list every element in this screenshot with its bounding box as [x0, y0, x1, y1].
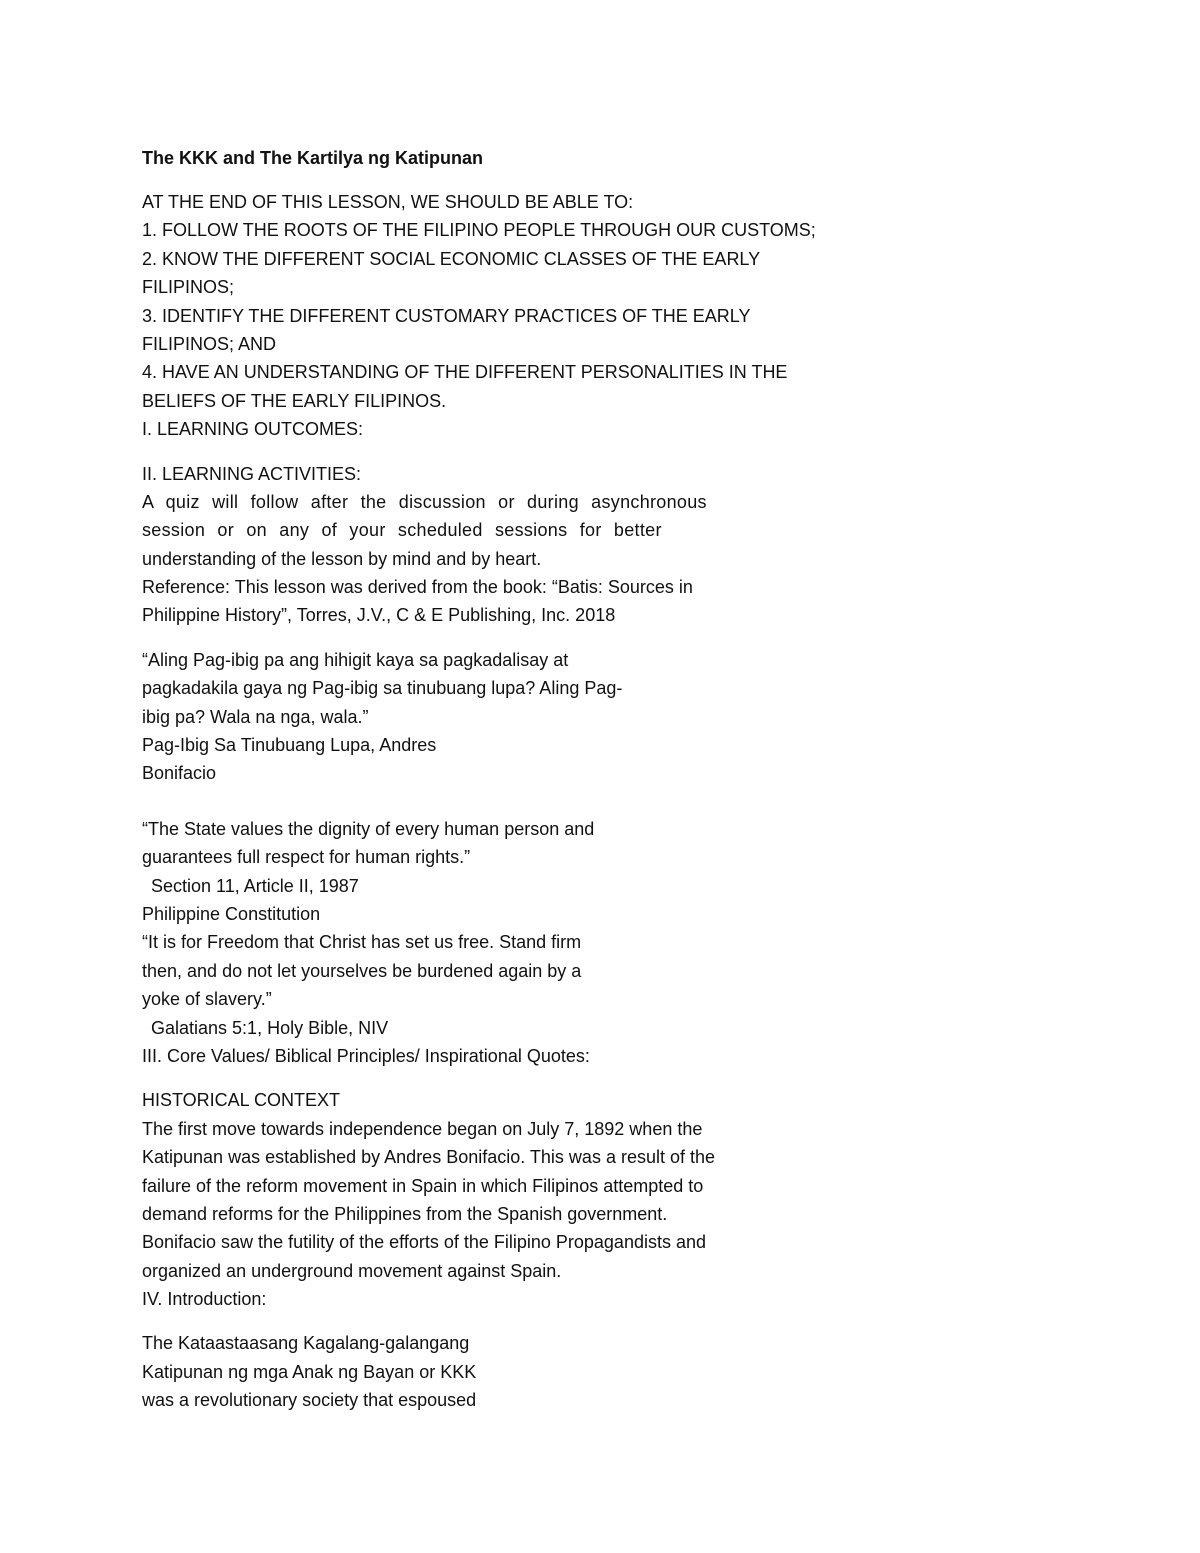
context-line: Bonifacio saw the futility of the efforts of the Filipino Propagandists and	[142, 1232, 706, 1253]
spacer	[142, 788, 1042, 815]
context-line: organized an underground movement against Spain.	[142, 1260, 562, 1281]
introduction-section	[142, 1329, 1042, 1414]
quote-line: pagkadakila gaya ng Pag-ibig sa tinubuang lupa? Aling Pag-	[142, 678, 623, 699]
quote-source: Pag-Ibig Sa Tinubuang Lupa, Andres	[142, 735, 437, 756]
quote-line: guarantees full respect for human rights.”	[142, 847, 471, 868]
quote-line: then, and do not let yourselves be burdened again by a	[142, 960, 582, 981]
objective-line: FILIPINOS; AND	[142, 333, 277, 354]
document-body	[142, 146, 1042, 1415]
objectives-intro: AT THE END OF THIS LESSON, WE SHOULD BE ABLE TO:	[142, 192, 634, 212]
reference-line: Philippine History”, Torres, J.V., C & E Publishing, Inc. 2018	[142, 605, 616, 626]
introduction-line: Katipunan ng mga Anak ng Bayan or KKK	[142, 1361, 477, 1382]
reference-line: Reference: This lesson was derived from the book: “Batis: Sources in	[142, 577, 693, 598]
quote-line: “It is for Freedom that Christ has set us free. Stand firm	[142, 932, 582, 953]
objective-line: 1. FOLLOW THE ROOTS OF THE FILIPINO PEOPLE THROUGH OUR CUSTOMS;	[142, 220, 816, 241]
objective-line: 2. KNOW THE DIFFERENT SOCIAL ECONOMIC CLASSES OF THE EARLY	[142, 248, 761, 269]
activities-line: understanding of the lesson by mind and by heart.	[142, 548, 542, 569]
quote-line: “Aling Pag-ibig pa ang hihigit kaya sa pagkadalisay at	[142, 649, 569, 670]
context-line: demand reforms for the Philippines from the Spanish government.	[142, 1203, 668, 1224]
context-line: failure of the reform movement in Spain in which Filipinos attempted to	[142, 1175, 704, 1196]
learning-activities-section	[142, 460, 1042, 630]
spacer	[142, 1313, 1042, 1329]
objective-line: 4. HAVE AN UNDERSTANDING OF THE DIFFERENT PERSONALITIES IN THE	[142, 362, 788, 383]
activities-line: session or on any of your scheduled sessions for better	[142, 520, 662, 541]
activities-line: A quiz will follow after the discussion or during asynchronous	[142, 491, 707, 512]
objective-line: 3. IDENTIFY THE DIFFERENT CUSTOMARY PRACTICES OF THE EARLY	[142, 305, 751, 326]
spacer	[142, 630, 1042, 646]
context-line: Katipunan was established by Andres Bonifacio. This was a result of the	[142, 1147, 716, 1168]
quote-source: Philippine Constitution	[142, 903, 321, 924]
learning-activities-heading: II. LEARNING ACTIVITIES:	[142, 463, 362, 484]
quote-bonifacio	[142, 646, 1042, 788]
context-line: The first move towards independence began on July 7, 1892 when the	[142, 1118, 703, 1139]
quote-line: yoke of slavery.”	[142, 989, 272, 1010]
objectives-section	[142, 188, 1042, 444]
quote-line: ibig pa? Wala na nga, wala.”	[142, 706, 369, 727]
spacer	[142, 1070, 1042, 1086]
objective-line: FILIPINOS;	[142, 277, 235, 298]
quote-source: Galatians 5:1, Holy Bible, NIV	[151, 1017, 389, 1038]
core-values-heading: III. Core Values/ Biblical Principles/ Inspirational Quotes:	[142, 1045, 590, 1066]
quote-line: “The State values the dignity of every human person and	[142, 818, 595, 839]
historical-context-section	[142, 1086, 1042, 1313]
document-title: The KKK and The Kartilya ng Katipunan	[142, 148, 484, 168]
introduction-line: was a revolutionary society that espoused	[142, 1390, 477, 1411]
quote-source: Section 11, Article II, 1987	[151, 875, 359, 896]
historical-context-heading: HISTORICAL CONTEXT	[142, 1090, 341, 1111]
quote-constitution	[142, 815, 1042, 929]
quote-galatians	[142, 928, 1042, 1070]
introduction-line: The Kataastaasang Kagalang-galangang	[142, 1333, 470, 1354]
learning-outcomes-heading: I. LEARNING OUTCOMES:	[142, 419, 364, 440]
introduction-heading: IV. Introduction:	[142, 1289, 267, 1310]
quote-source: Bonifacio	[142, 763, 217, 784]
objective-line: BELIEFS OF THE EARLY FILIPINOS.	[142, 390, 447, 411]
spacer	[142, 444, 1042, 460]
